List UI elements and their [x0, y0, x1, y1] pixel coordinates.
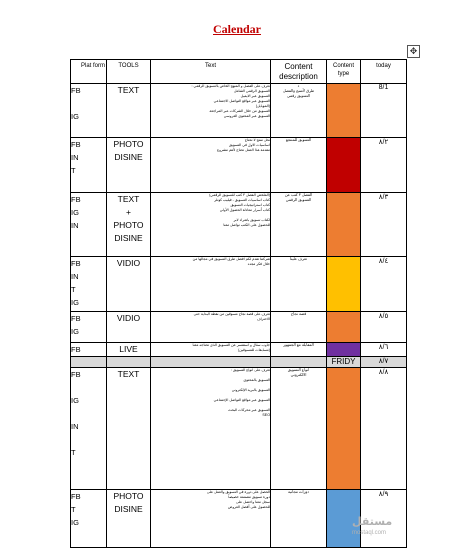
header-content-type: Content type: [327, 60, 361, 84]
text-line: (الملخص الفصل ٣ كتب للتسويق الرقمي): [209, 193, 270, 197]
watermark-latin: mostaql.com: [352, 530, 387, 536]
text-line: جاوب سئال و استفسر عن التسويق الذي تحتاجه معنا: [192, 343, 270, 347]
platform-label: FB: [71, 345, 81, 354]
text-line: شرکتنا تقدم لكم افضل طرق التسويق في مجالها من: [192, 257, 270, 261]
platform-label: IG: [71, 112, 79, 121]
text-cell: [151, 343, 271, 357]
description-line: التسويق رقمي: [287, 94, 310, 98]
today-cell: ٨/٤: [361, 257, 407, 312]
platform-cell: [71, 257, 107, 312]
tools-cell: [107, 368, 151, 490]
tool-label: PHOTO: [113, 491, 144, 501]
platform-label: FB: [71, 140, 81, 149]
description-line: الفصل ٣ كتب عن: [284, 193, 313, 197]
tool-label: PHOTO: [113, 139, 144, 149]
today-cell: 8/1: [361, 84, 407, 138]
platform-label: FB: [71, 86, 81, 95]
fridy-empty-cell: [271, 357, 327, 368]
text-line: للحصول على أفضل العروض: [228, 505, 270, 509]
today-cell: ٨/٥: [361, 312, 407, 343]
text-line: اساسيات الاول في التسويق: [228, 143, 270, 147]
platform-cell: [71, 193, 107, 257]
description-line: قصة نجاح: [290, 312, 307, 316]
page-title: Calendar: [213, 22, 261, 36]
platform-label: FB: [71, 259, 81, 268]
tools-cell: [107, 84, 151, 138]
text-line: التسويق عبر مواقع التواصل الاجتماعي: [213, 99, 270, 103]
table-row: [71, 312, 407, 343]
tool-label: LIVE: [119, 344, 138, 354]
platform-label: FB: [71, 370, 81, 379]
description-cell: [271, 138, 327, 193]
header-content-description: Content description: [271, 60, 327, 84]
fridy-empty-cell: [71, 357, 107, 368]
table-row: [71, 257, 407, 312]
today-cell: ٨/٢: [361, 138, 407, 193]
text-line: SEO: [262, 413, 270, 417]
table-row: [71, 193, 407, 257]
today-cell: ٨/٣: [361, 193, 407, 257]
text-line: التسويق عبر مواقع التواصل الإجتماعي: [213, 398, 270, 402]
tool-label: TEXT: [117, 369, 140, 379]
platform-label: [71, 97, 106, 110]
text-line: (مسابقات للمسوقين): [238, 348, 270, 352]
tool-label: TEXT: [117, 194, 140, 204]
text-line: نحل منتج لا تحتاج: [244, 138, 270, 142]
platform-label: IN: [71, 221, 79, 230]
platform-label: IG: [71, 208, 79, 217]
description-line: د: [297, 84, 300, 88]
description-line: دورات مجانية: [288, 490, 309, 494]
text-line: كتاب استراتيجيات التسويق: [230, 203, 270, 207]
text-line: الحصل على دورة في التسويق والعمل على: [206, 490, 270, 494]
tool-label: DISINE: [114, 152, 143, 162]
table-row: [71, 357, 407, 368]
table-move-handle-icon[interactable]: ✥: [407, 45, 420, 58]
text-line: لكتاب تسويق باشراد لابر: [233, 218, 270, 222]
platform-label: IG: [71, 298, 79, 307]
platform-cell: [71, 138, 107, 193]
tools-cell: [107, 312, 151, 343]
table-row: [71, 343, 407, 357]
text-line: خلال فكر مجدد: [247, 262, 270, 266]
text-cell: [151, 193, 271, 257]
tool-label: PHOTO: [113, 220, 144, 230]
tool-label: DISINE: [114, 233, 143, 243]
tool-label: VIDIO: [116, 313, 141, 323]
content-type-cell: [327, 257, 361, 312]
description-line: طرق لأنسج والفصل: [282, 89, 315, 93]
platform-cell: [71, 343, 107, 357]
watermark-logo: [352, 517, 392, 539]
text-line: تعرف على قصة نجاح مسوقين من نقطة البداية حتى: [193, 312, 270, 316]
content-type-cell: [327, 312, 361, 343]
platform-cell: [71, 84, 107, 138]
header-plat-form: Plat form: [71, 60, 107, 84]
platform-label: [71, 433, 106, 446]
content-type-cell: [327, 343, 361, 357]
tool-label: VIDIO: [116, 258, 141, 268]
text-line: كتاب أسرار معادلة الحصول الأولي: [219, 208, 270, 212]
text-line: التسويق عبر المحتوى العروسي: [223, 114, 270, 118]
description-line: انواع التسويق: [287, 368, 310, 372]
today-cell: ٨/٩: [361, 490, 407, 548]
text-line: التسويق عبر محركات البحث: [228, 408, 270, 412]
table-header-row: [71, 60, 407, 84]
text-line: (الموبايل): [255, 104, 270, 108]
header-tools: TOOLS: [107, 60, 151, 84]
platform-label: IN: [71, 153, 79, 162]
content-type-cell: [327, 368, 361, 490]
platform-label: IN: [71, 272, 79, 281]
platform-label: T: [71, 285, 76, 294]
calendar-table: [70, 59, 407, 548]
description-cell: [271, 490, 327, 548]
table-body: [71, 84, 407, 548]
description-line: المقابلة مع الجمهور: [283, 343, 314, 347]
platform-label: T: [71, 448, 76, 457]
fridy-empty-cell: [107, 357, 151, 368]
platform-label: FB: [71, 492, 81, 501]
text-cell: [151, 84, 271, 138]
tools-cell: [107, 257, 151, 312]
today-cell: ٨/٦: [361, 343, 407, 357]
description-cell: [271, 84, 327, 138]
platform-label: [71, 407, 106, 420]
table-row: [71, 368, 407, 490]
text-line: نعرف على الفصل و المنهج الخاص بالتسويق الرقمي :: [191, 84, 270, 88]
platform-label: IG: [71, 396, 79, 405]
tool-label: +: [126, 207, 131, 217]
text-cell: [151, 138, 271, 193]
today-cell: ٨/٨: [361, 368, 407, 490]
platform-label: FB: [71, 314, 81, 323]
platform-cell: [71, 312, 107, 343]
description-line: تعرف علينا: [290, 257, 307, 261]
table-row: [71, 138, 407, 193]
text-line: التسويق بالمحتوى: [243, 378, 270, 382]
platform-label: T: [71, 505, 76, 514]
platform-cell: [71, 490, 107, 548]
text-line: التسويق من خلال الشركات عبر المراجعة: [209, 109, 270, 113]
text-line: مقدمة هذا العمل تحتاج لأهم مشروع: [216, 148, 270, 152]
tools-cell: [107, 193, 151, 257]
text-line: الاحتراف: [256, 317, 270, 321]
text-line: كتاب اساسيات التسويق - فيليب كوتلر: [214, 198, 270, 202]
header-today: today: [361, 60, 407, 84]
text-line: للحصول على الكتب تواصل معنا: [223, 223, 270, 227]
text-cell: [151, 368, 271, 490]
text-line: التسويق عبر الايميل: [240, 94, 270, 98]
text-line: تعرف على انواع التسويق :: [231, 368, 270, 372]
tool-label: DISINE: [114, 504, 143, 514]
description-line: التسويق للمنتجع: [285, 138, 312, 142]
description-cell: [271, 343, 327, 357]
fridy-empty-cell: [151, 357, 271, 368]
text-line: سجل معنا واحصل على: [235, 500, 270, 504]
platform-label: T: [71, 166, 76, 175]
text-line: التسويق الرقمي الشامل: [233, 89, 270, 93]
table-row: [71, 84, 407, 138]
description-cell: [271, 257, 327, 312]
text-line: التسويق بالبريد الإلكتروني: [231, 388, 270, 392]
text-cell: [151, 257, 271, 312]
content-type-cell: [327, 193, 361, 257]
platform-label: FB: [71, 195, 81, 204]
tools-cell: [107, 343, 151, 357]
header-text: Text: [151, 60, 271, 84]
description-cell: [271, 368, 327, 490]
text-cell: [151, 312, 271, 343]
text-line: دورة تسويق مصممة خصيصاً: [228, 495, 270, 499]
platform-label: IG: [71, 327, 79, 336]
watermark-arabic: مستقل: [352, 516, 393, 528]
platform-label: [71, 381, 106, 394]
description-line: الالكتروني: [290, 373, 307, 377]
content-type-cell: [327, 138, 361, 193]
fridy-label: FRIDY: [327, 357, 361, 368]
content-type-cell: [327, 84, 361, 138]
description-line: التسويق الرقمي: [285, 198, 312, 202]
text-cell: [151, 490, 271, 548]
tools-cell: [107, 138, 151, 193]
platform-label: IN: [71, 422, 79, 431]
platform-label: IG: [71, 518, 79, 527]
tools-cell: [107, 490, 151, 548]
platform-cell: [71, 368, 107, 490]
description-cell: [271, 193, 327, 257]
today-cell: ٨/٧: [361, 357, 407, 368]
description-cell: [271, 312, 327, 343]
tool-label: TEXT: [117, 85, 140, 95]
